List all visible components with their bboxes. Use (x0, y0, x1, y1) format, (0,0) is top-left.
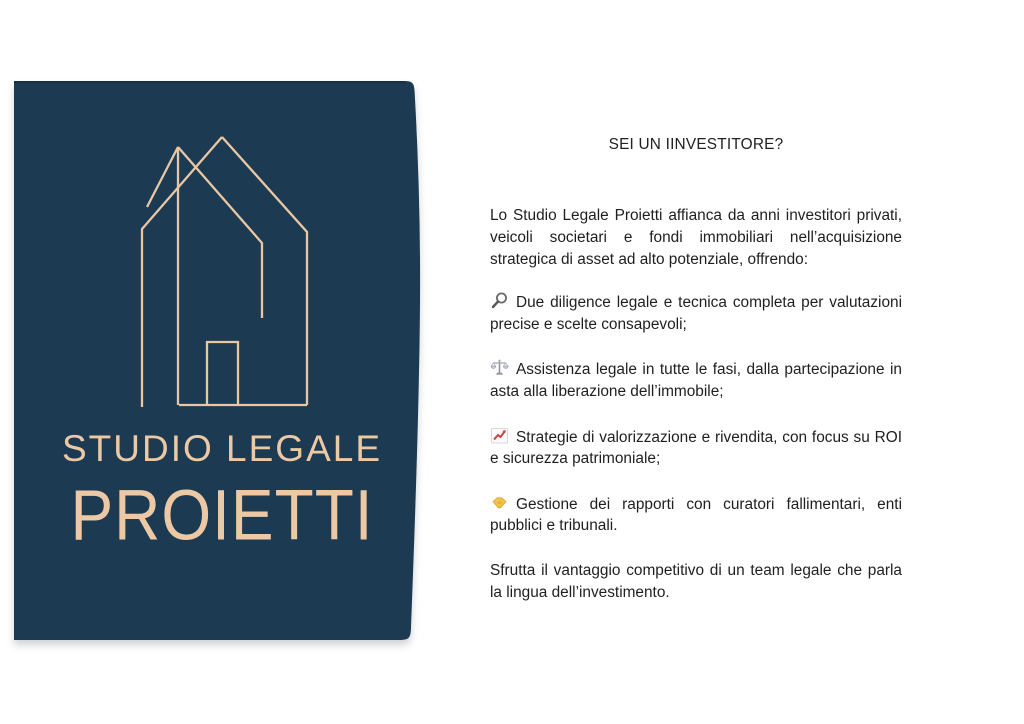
logo-front-house-left (142, 137, 222, 407)
content-column (490, 0, 902, 603)
logo-back-house-roof-stub (147, 147, 178, 207)
chart-up-icon (490, 426, 509, 445)
house-logo-icon (0, 0, 430, 724)
scales-icon (490, 358, 509, 377)
logo-door (207, 342, 238, 405)
bullet-assistenza-legale (490, 358, 902, 403)
outro-paragraph: Sfrutta il vantaggio competitivo di un team legale che parla la lingua dell’investimento. (490, 561, 902, 601)
magnifier-icon (490, 291, 509, 310)
bullet-gestione-rapporti (490, 493, 902, 538)
bullet-text: Due diligence legale e tecnica completa per valutazioni precise e scelte consapevoli; (490, 294, 902, 334)
intro-paragraph: Lo Studio Legale Proietti affianca da anni investitori privati, veicoli societari e fondi immobiliari nell’acquisizione strategica di asset ad alto potenziale, offrendo: (490, 207, 902, 268)
handshake-icon (490, 493, 509, 512)
bullet-due-diligence (490, 291, 902, 336)
brand-name-line2: PROIETTI (70, 474, 374, 556)
brand-name-line1: STUDIO LEGALE (61, 428, 383, 469)
page-title: SEI UN IINVESTITORE? (608, 136, 784, 153)
bullet-text: Gestione dei rapporti con curatori fallimentari, enti pubblici e tribunali. (490, 495, 902, 535)
logo-front-house-right (222, 137, 307, 405)
bullet-text: Assistenza legale in tutte le fasi, dalla partecipazione in asta alla liberazione dell’immobile; (490, 361, 902, 401)
bullet-text: Strategie di valorizzazione e rivendita, con focus su ROI e sicurezza patrimoniale; (490, 428, 902, 468)
bullet-strategie (490, 426, 902, 471)
